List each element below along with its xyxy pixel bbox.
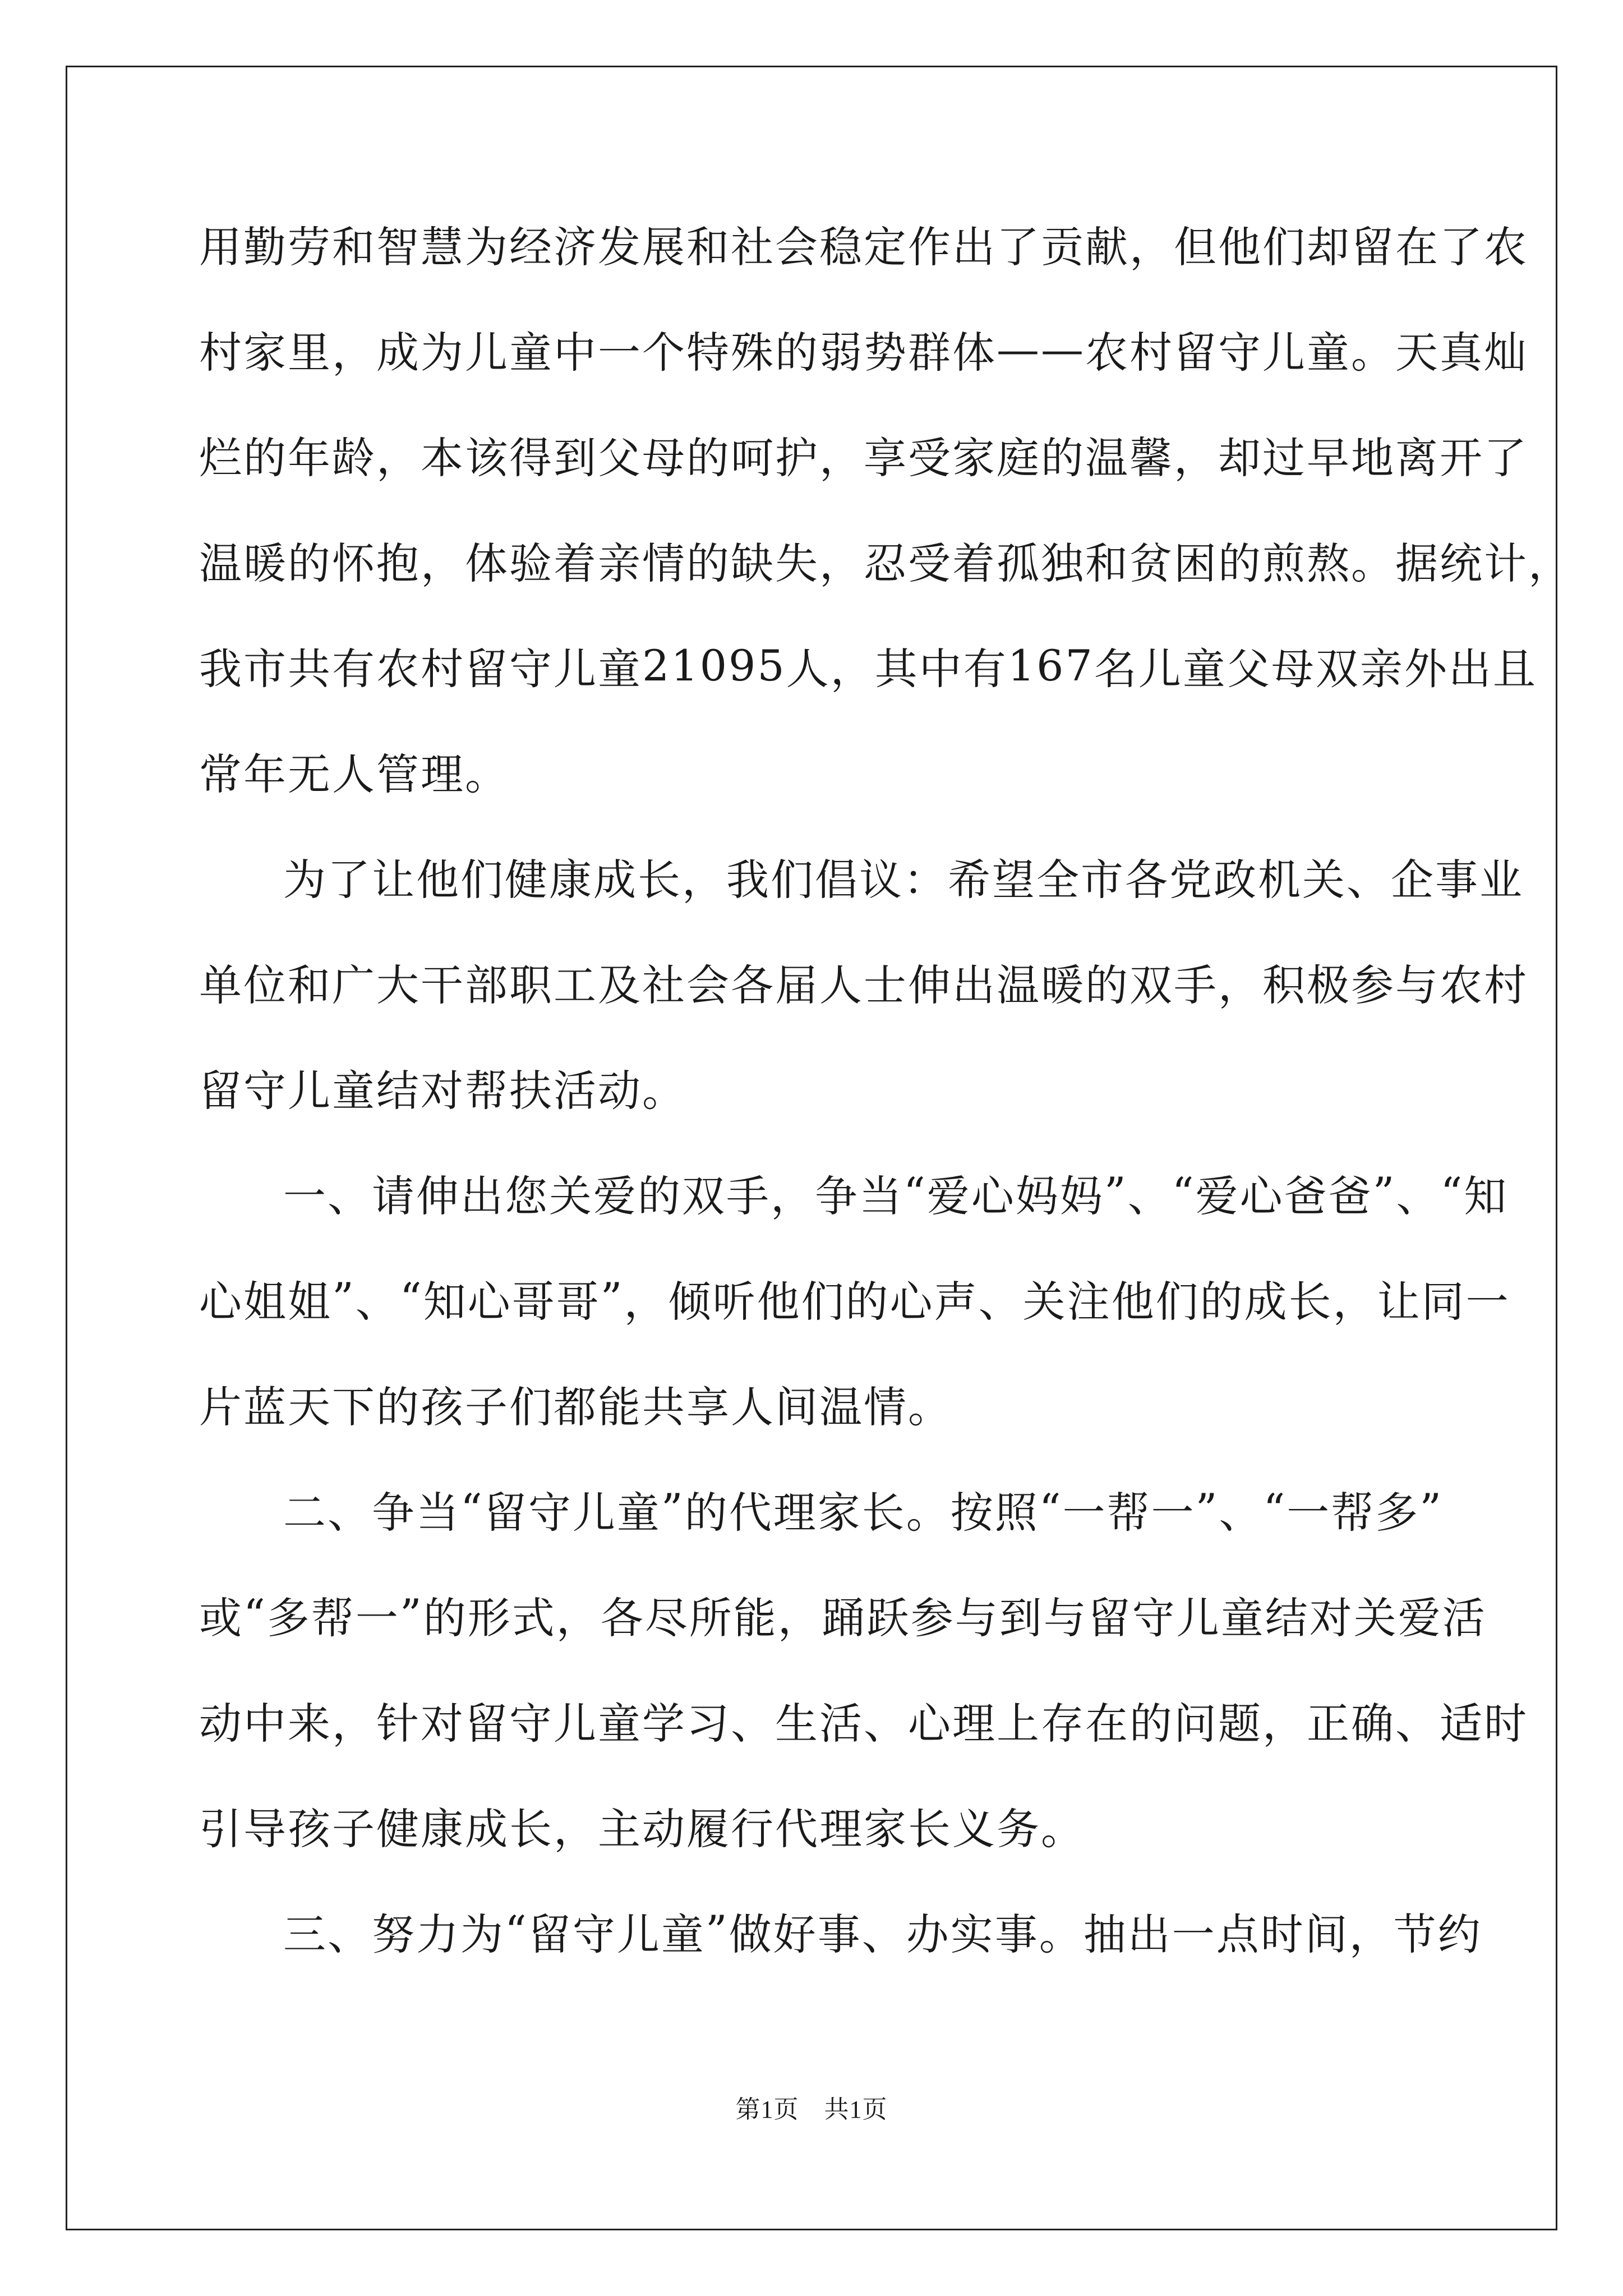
text-line: 我 市 共 有 农 村 留 守 儿 童 21095 人 ， 其 中 有 167 名 儿 童 父 母 双 亲 外 出 且 bbox=[199, 640, 1537, 694]
text-line: 引导孩子健康成长，主动履行代理家长义务。 bbox=[199, 1803, 1085, 1854]
text-line: 单 位 和 广 大 干 部 职 工 及 社 会 各 届 人 士 伸 出 温 暖 的 双 手 ， 积 极 参 与 农 村 bbox=[199, 960, 1528, 1010]
text-line: 村 家 里 ， 成 为 儿 童 中 一 个 特 殊 的 弱 势 群 体 — — 农 村 留 守 儿 童 。 天 真 灿 bbox=[199, 324, 1528, 378]
text-line: 为 了 让 他 们 健 康 成 长 ， 我 们 倡 议 ： 希 望 全 市 各 党 政 机 关 、 企 事 业 bbox=[283, 854, 1524, 905]
text-line: 二 、 争 当 “ 留 守 儿 童 ” 的 代 理 家 长 。 按 照 “ 一 帮 一 ” 、 “ 一 帮 多 ” bbox=[283, 1484, 1444, 1538]
text-line: 常年无人管理。 bbox=[199, 749, 509, 799]
text-line: 心 姐 姐 ” 、 “ 知 心 哥 哥 ” ， 倾 听 他 们 的 心 声 、 关 注 他 们 的 成 长 ， 让 同 一 bbox=[199, 1273, 1510, 1327]
text-line: 一 、 请 伸 出 您 关 爱 的 双 手 ， 争 当 “ 爱 心 妈 妈 ” 、 “ 爱 心 爸 爸 ” 、 “ 知 bbox=[283, 1167, 1509, 1221]
text-line: 三 、 努 力 为 “ 留 守 儿 童 ” 做 好 事 、 办 实 事 。 抽 出 一 点 时 间 ， 节 约 bbox=[283, 1906, 1482, 1959]
text-line: 留守儿童结对帮扶活动。 bbox=[199, 1065, 686, 1116]
text-line: 烂 的 年 龄 ， 本 该 得 到 父 母 的 呵 护 ， 享 受 家 庭 的 温 馨 ， 却 过 早 地 离 开 了 bbox=[199, 432, 1528, 483]
text-line: 或 “ 多 帮 一 ” 的 形 式 ， 各 尽 所 能 ， 踊 跃 参 与 到 与 留 守 儿 童 结 对 关 爱 活 bbox=[199, 1589, 1487, 1643]
page-footer: 第1页 共1页 bbox=[735, 2096, 888, 2123]
text-line: 用 勤 劳 和 智 慧 为 经 济 发 展 和 社 会 稳 定 作 出 了 贡 献 ， 但 他 们 却 留 在 了 农 bbox=[199, 222, 1528, 272]
document-body bbox=[199, 191, 1573, 1984]
text-line: 片蓝天下的孩子们都能共享人间温情。 bbox=[199, 1382, 952, 1432]
text-line: 动 中 来 ， 针 对 留 守 儿 童 学 习 、 生 活 、 心 理 上 存 在 的 问 题 ， 正 确 、 适 时 bbox=[199, 1698, 1528, 1749]
text-line: 温 暖 的 怀 抱 ， 体 验 着 亲 情 的 缺 失 ， 忍 受 着 孤 独 和 贫 困 的 煎 熬 。 据 统 计 ， bbox=[199, 538, 1573, 588]
